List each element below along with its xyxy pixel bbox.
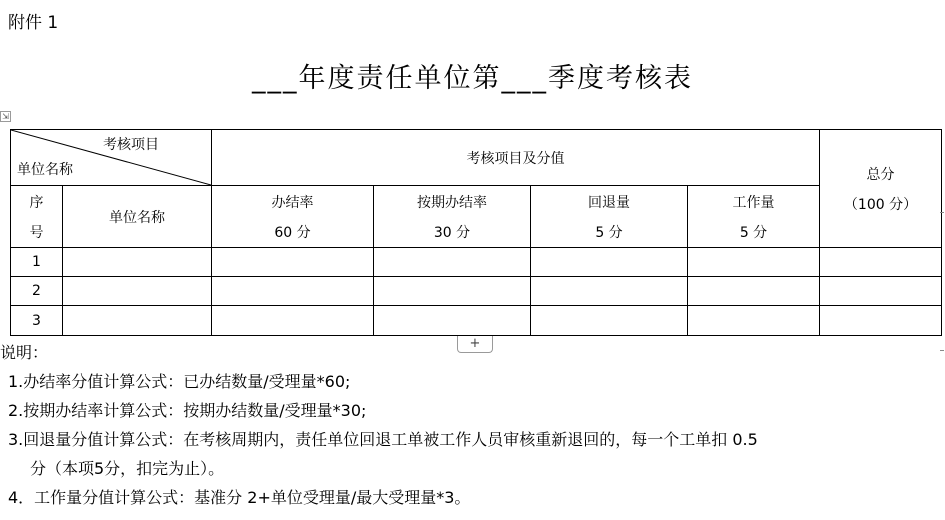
- table-resize-mark: [940, 212, 944, 213]
- diagonal-header-cell[interactable]: [11, 130, 212, 186]
- item-name: 办结率: [271, 194, 314, 211]
- total-label: 总分: [866, 166, 895, 183]
- notes-heading: 说明：: [0, 343, 49, 362]
- data-cell[interactable]: [374, 277, 531, 306]
- item-points: 5 分: [739, 224, 768, 241]
- data-cell[interactable]: [374, 306, 531, 336]
- item-points: 30 分: [433, 224, 471, 241]
- data-cell[interactable]: [531, 248, 688, 277]
- note-item: 2.按期办结率计算公式：按期办结数量/受理量*30;: [8, 401, 367, 420]
- assessment-table: [10, 129, 942, 336]
- table-row: [11, 248, 942, 277]
- data-cell[interactable]: [531, 306, 688, 336]
- data-cell[interactable]: [63, 277, 212, 306]
- note-item: 1.办结率分值计算公式：已办结数量/受理量*60;: [8, 372, 351, 391]
- data-cell[interactable]: [212, 277, 374, 306]
- total-header-cell[interactable]: [820, 130, 942, 248]
- table-row: [11, 306, 942, 336]
- table-move-handle-icon[interactable]: ⇲: [0, 111, 11, 122]
- notes-section: [0, 338, 945, 512]
- data-cell[interactable]: [820, 306, 942, 336]
- item-points: 5 分: [595, 224, 623, 241]
- data-cell[interactable]: [63, 306, 212, 336]
- page-title: ___年度责任单位第___季度考核表: [252, 63, 693, 94]
- add-row-button[interactable]: +: [457, 336, 493, 353]
- note-item-continuation: 分（本项5分，扣完为止）。: [30, 459, 225, 478]
- data-cell[interactable]: [820, 248, 942, 277]
- item-points: 60 分: [274, 224, 311, 241]
- unit-name-header-cell[interactable]: 单位名称: [63, 186, 212, 248]
- data-cell[interactable]: [212, 248, 374, 277]
- data-cell[interactable]: [688, 277, 820, 306]
- diag-header-item: 考核项目: [103, 137, 159, 153]
- item-name: 回退量: [588, 194, 630, 211]
- data-cell[interactable]: [374, 248, 531, 277]
- item-header-workload[interactable]: [688, 186, 820, 248]
- data-cell[interactable]: [688, 248, 820, 277]
- note-item: 3.回退量分值计算公式：在考核周期内，责任单位回退工单被工作人员审核重新退回的，每一个工单扣 0.5: [8, 430, 758, 449]
- data-cell[interactable]: [212, 306, 374, 336]
- data-cell[interactable]: [820, 277, 942, 306]
- item-header-return-count[interactable]: [531, 186, 688, 248]
- diag-header-unit: 单位名称: [17, 162, 73, 178]
- group-header-cell[interactable]: 考核项目及分值: [212, 130, 820, 186]
- table-row: [11, 277, 942, 306]
- data-cell[interactable]: [531, 277, 688, 306]
- row-number-cell[interactable]: 3: [11, 306, 63, 336]
- note-item: 4．工作量分值计算公式：基准分 2+单位受理量/最大受理量*3。: [8, 488, 471, 507]
- data-cell[interactable]: [688, 306, 820, 336]
- attachment-label: 附件 1: [8, 13, 59, 33]
- item-header-ontime-rate[interactable]: [374, 186, 531, 248]
- total-points: （100 分）: [843, 196, 918, 213]
- row-number-cell[interactable]: 2: [11, 277, 63, 306]
- item-name: 工作量: [732, 194, 775, 211]
- row-number-cell[interactable]: 1: [11, 248, 63, 277]
- data-cell[interactable]: [63, 248, 212, 277]
- item-name: 按期办结率: [417, 194, 487, 211]
- seq-header-cell[interactable]: [11, 186, 63, 248]
- seq-char-2: 号: [29, 224, 44, 241]
- seq-char-1: 序: [29, 194, 44, 211]
- item-header-completion-rate[interactable]: [212, 186, 374, 248]
